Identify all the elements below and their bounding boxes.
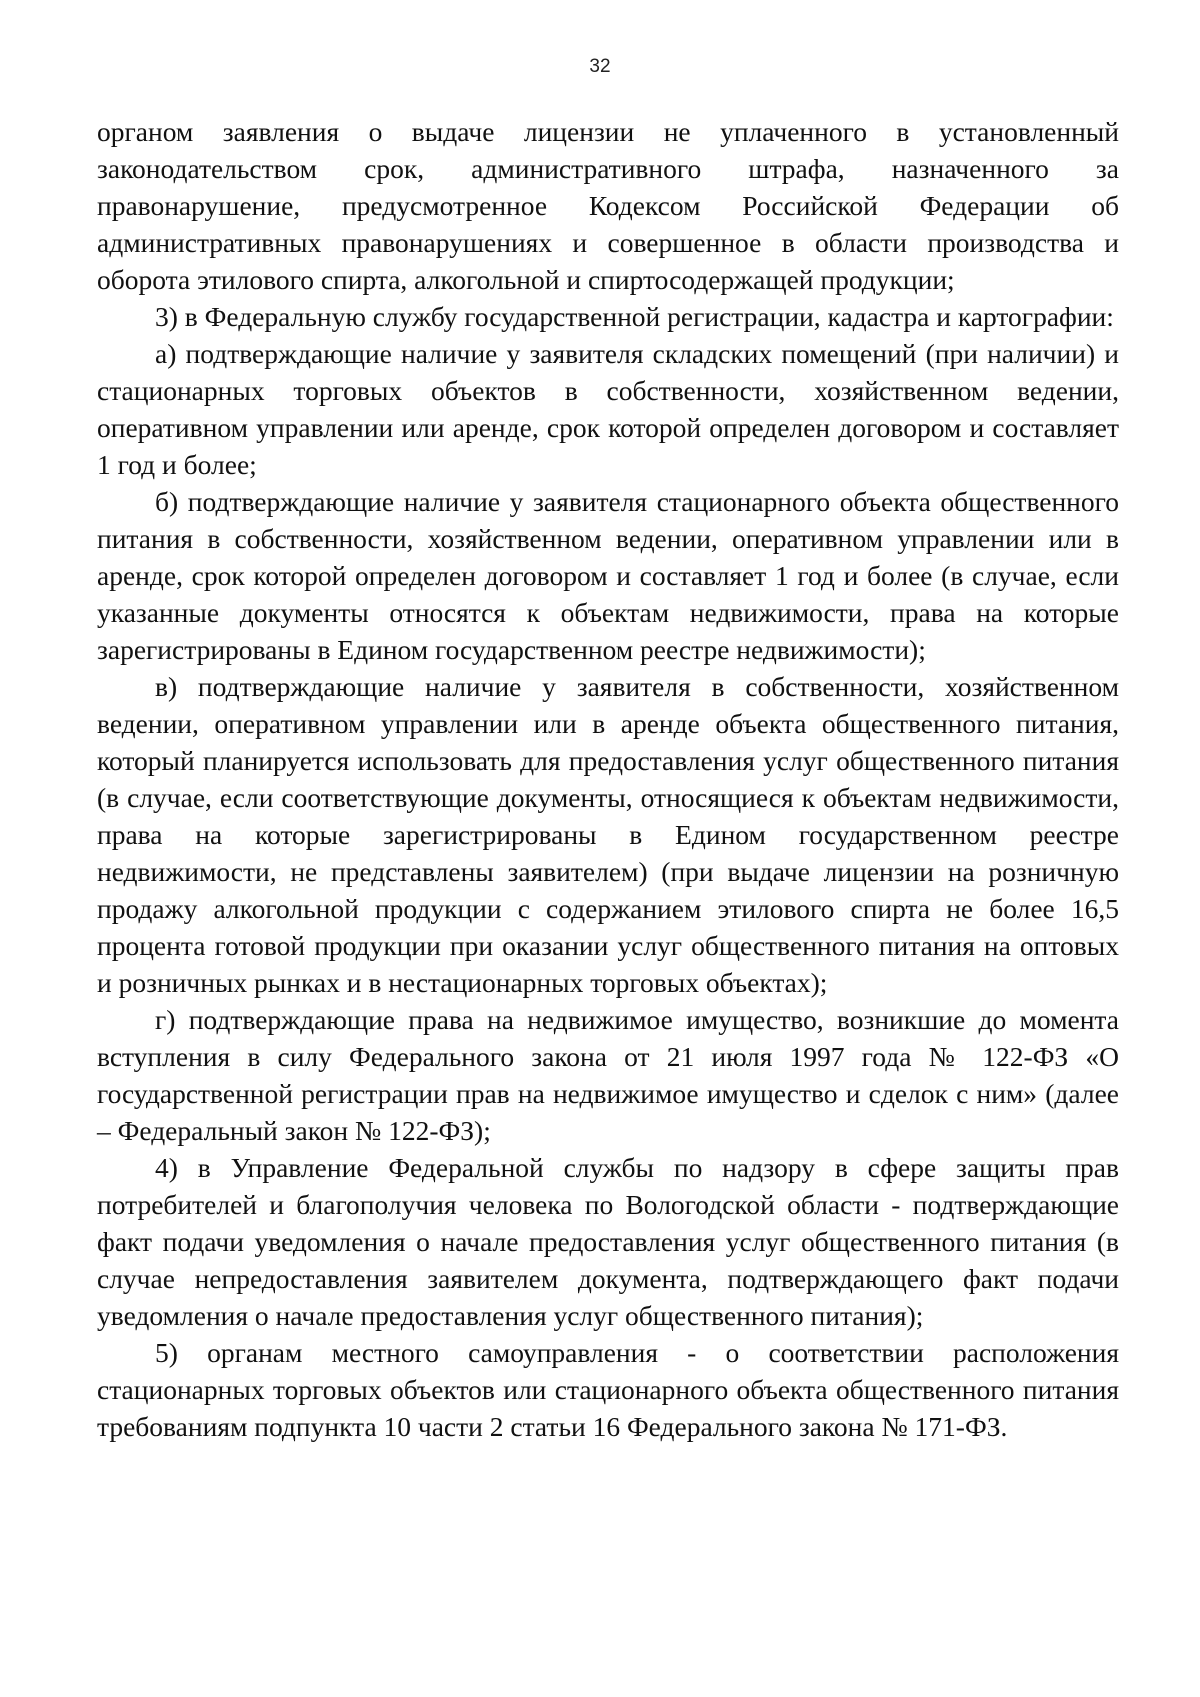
paragraph-item-3: 3) в Федеральную службу государственной регистрации, кадастра и картографии: (155, 301, 1114, 332)
paragraph-item-4: 4) в Управление Федеральной службы по надзору в сфере защиты прав потребителей и благополучия человека по Вологодской области - подтверждающие факт подачи уведомления о начале предоставления услуг общественного питания (в случае непредоставления заявителем документа, подтверждающего факт подачи уведомления о начале предоставления услуг общественного питания); (97, 1152, 1119, 1331)
paragraph-subitem-a: а) подтверждающие наличие у заявителя складских помещений (при наличии) и стационарных торговых объектов в собственности, хозяйственном ведении, оперативном управлении или аренде, срок которой определен договором и составляет 1 год и более; (97, 338, 1119, 480)
paragraph-subitem-b: б) подтверждающие наличие у заявителя стационарного объекта общественного питания в собственности, хозяйственном ведении, оперативном управлении или в аренде, срок которой определен договором и составляет 1 год и более (в случае, если указанные документы относятся к объектам недвижимости, права на которые зарегистрированы в Едином государственном реестре недвижимости); (97, 486, 1119, 665)
page-number: 32 (589, 56, 611, 77)
paragraph-subitem-g: г) подтверждающие права на недвижимое имущество, возникшие до момента вступления в силу Федерального закона от 21 июля 1997 года № 122-ФЗ «О государственной регистрации прав на недвижимое имущество и сделок с ним» (далее – Федеральный закон № 122-ФЗ); (97, 1004, 1119, 1146)
paragraph-subitem-v: в) подтверждающие наличие у заявителя в собственности, хозяйственном ведении, оперативном управлении или в аренде объекта общественного питания, который планируется использовать для предоставления услуг общественного питания (в случае, если соответствующие документы, относящиеся к объектам недвижимости, права на которые зарегистрированы в Едином государственном реестре недвижимости, не представлены заявителем) (при выдаче лицензии на розничную продажу алкогольной продукции с содержанием этилового спирта не более 16,5 процента готовой продукции при оказании услуг общественного питания на оптовых и розничных рынках и в нестационарных торговых объектах); (97, 671, 1119, 998)
paragraph-continuation: органом заявления о выдаче лицензии не уплаченного в установленный законодательством срок, административного штрафа, назначенного за правонарушение, предусмотренное Кодексом Российской Федерации об административных правонарушениях и совершенное в области производства и оборота этилового спирта, алкогольной и спиртосодержащей продукции; (97, 116, 1119, 295)
paragraph-item-5: 5) органам местного самоуправления - о соответствии расположения стационарных торговых объектов или стационарного объекта общественного питания требованиям подпункта 10 части 2 статьи 16 Федерального закона № 171-ФЗ. (97, 1337, 1119, 1442)
document-body (97, 113, 1119, 1445)
